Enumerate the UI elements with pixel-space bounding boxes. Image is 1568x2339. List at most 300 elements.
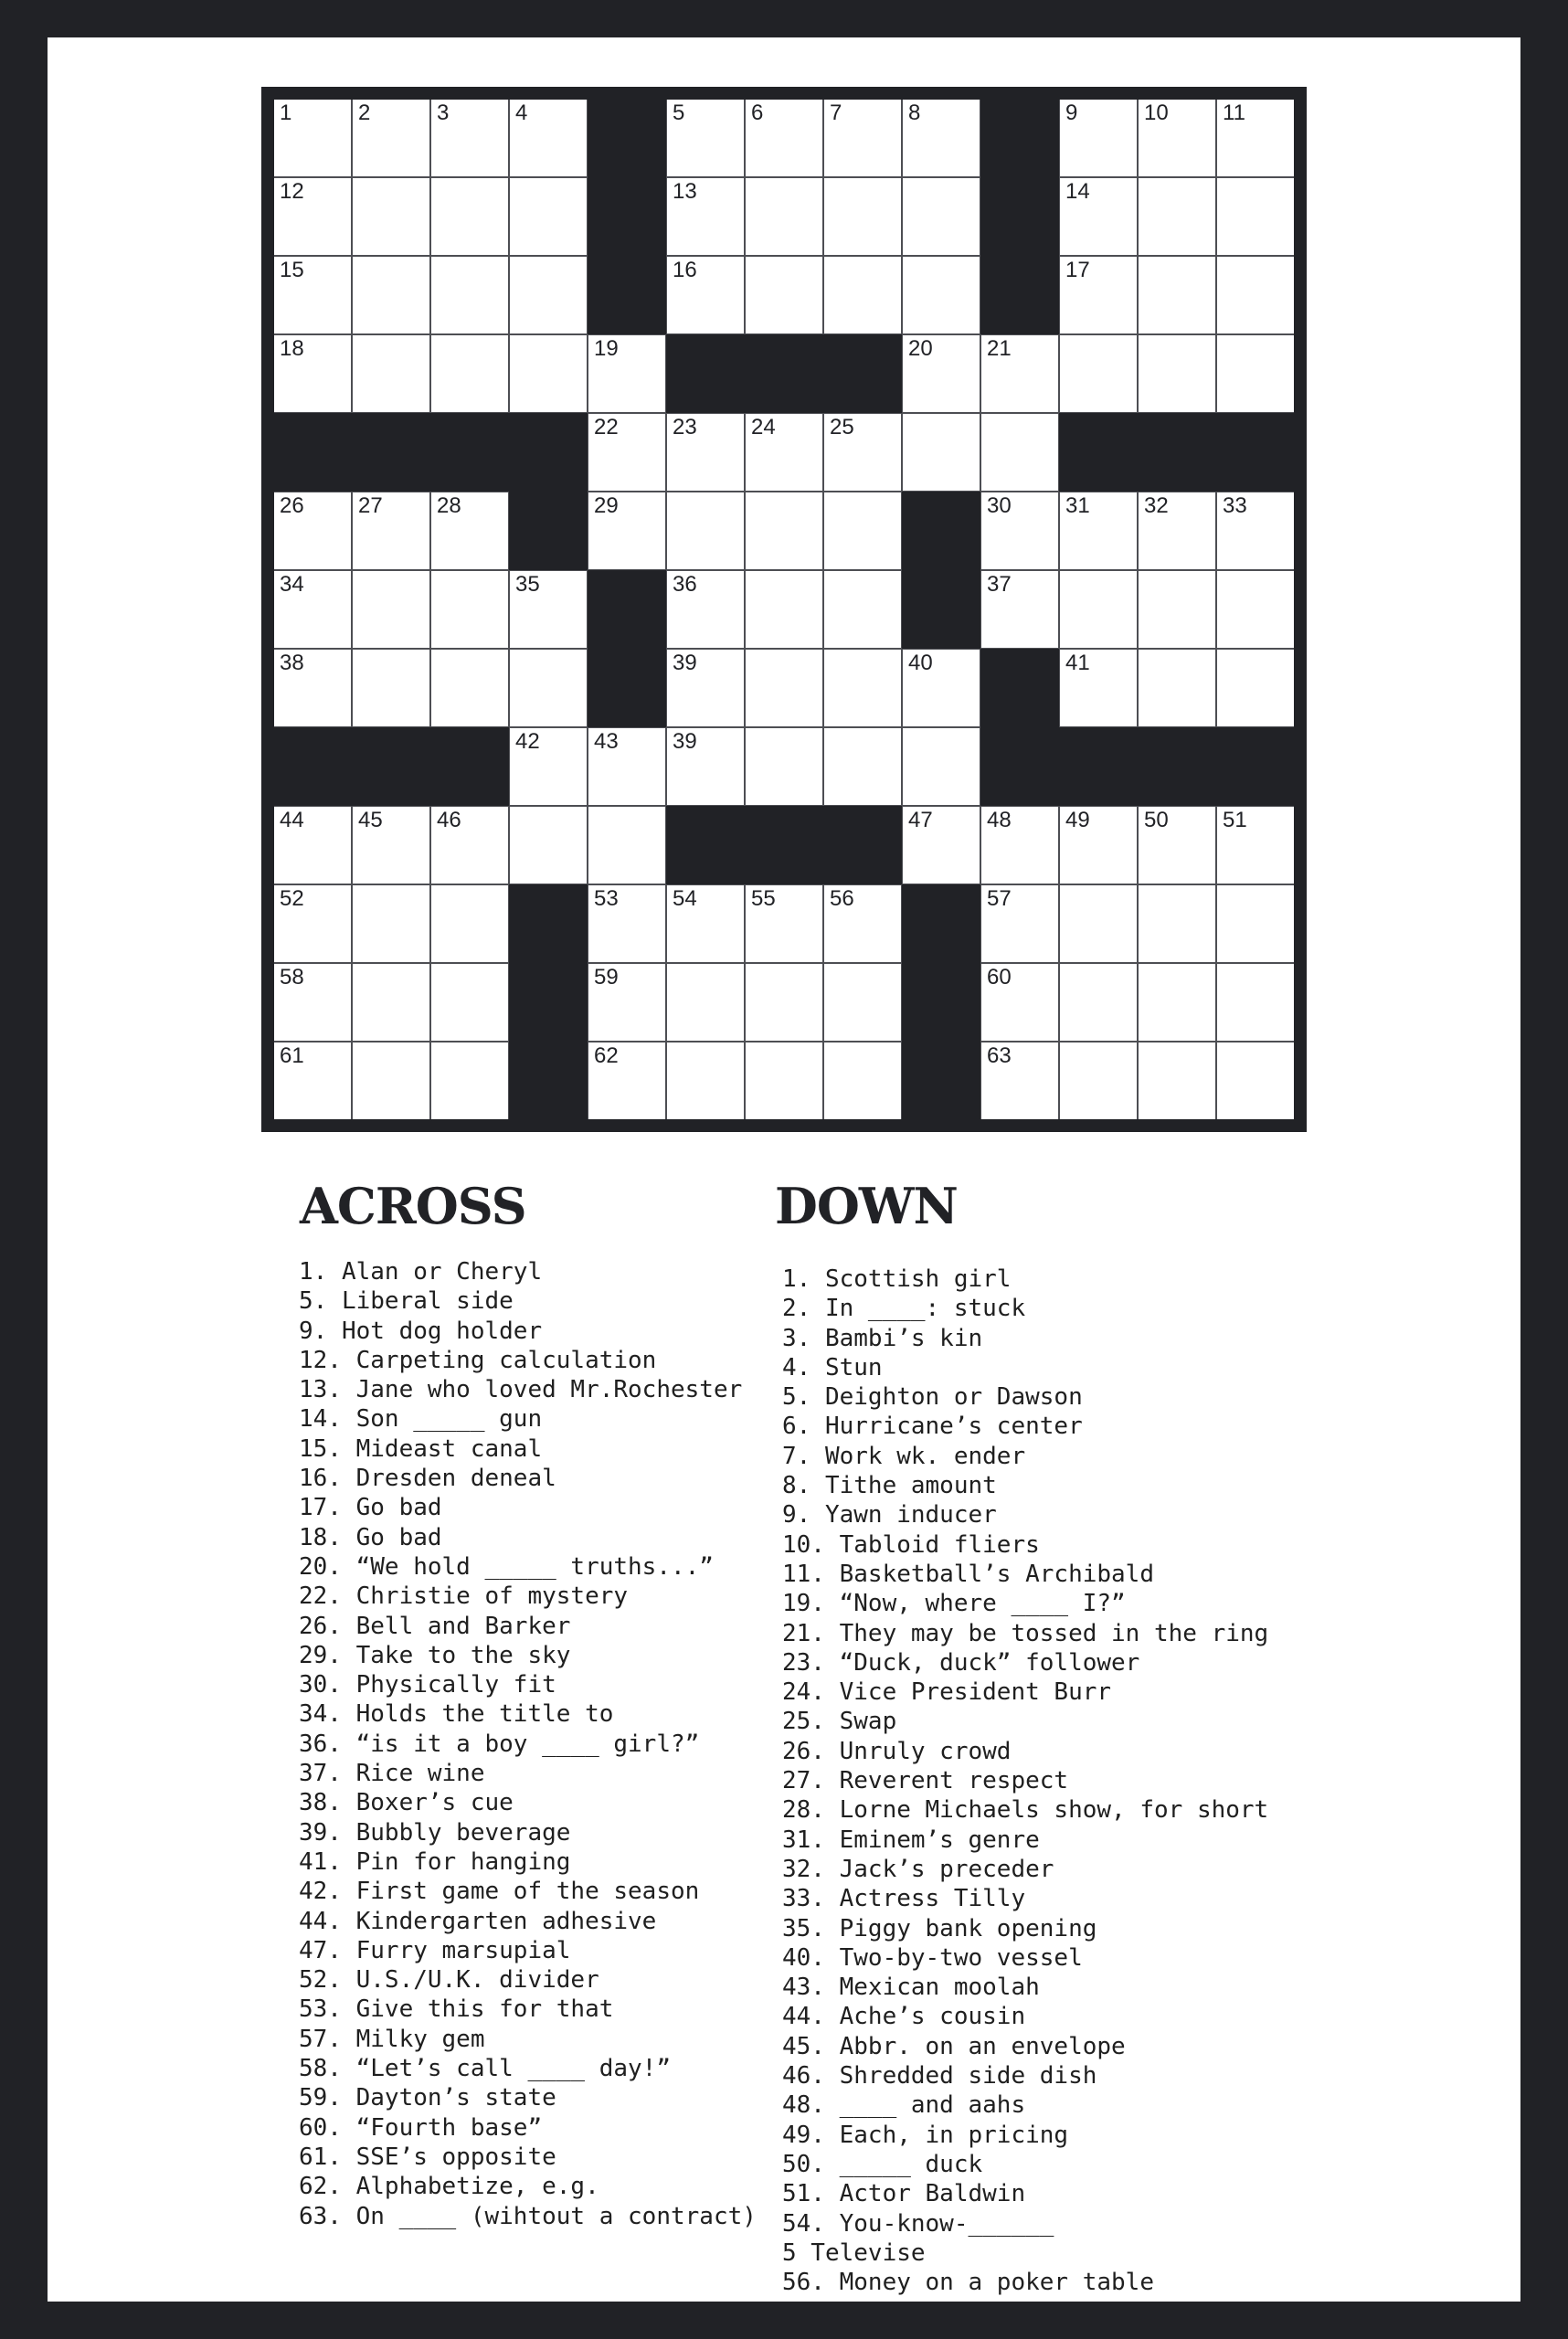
grid-cell-white[interactable]	[1217, 1042, 1294, 1119]
grid-cell-white[interactable]	[1217, 650, 1294, 726]
cell-number: 58	[280, 965, 304, 990]
grid-cell-white[interactable]	[274, 964, 351, 1041]
crossword-grid	[261, 87, 1307, 1132]
grid-cell-white[interactable]	[667, 1042, 744, 1119]
down-clue: 43. Mexican moolah	[782, 1974, 1040, 2002]
grid-cell-white[interactable]	[824, 571, 901, 648]
grid-cell-white[interactable]	[353, 650, 429, 726]
grid-cell-white[interactable]	[824, 1042, 901, 1119]
grid-cell-white[interactable]	[746, 885, 822, 962]
down-clue: 31. Eminem’s genre	[782, 1826, 1040, 1854]
cell-number: 23	[673, 415, 697, 439]
down-clue: 11. Basketball’s Archibald	[782, 1560, 1154, 1588]
grid-cell-black	[431, 414, 508, 491]
cell-number: 54	[673, 886, 697, 911]
cell-number: 9	[1065, 101, 1078, 125]
grid-cell-white[interactable]	[353, 571, 429, 648]
down-clue: 9. Yawn inducer	[782, 1501, 997, 1529]
grid-cell-black	[1060, 728, 1137, 805]
grid-cell-black	[588, 571, 665, 648]
cell-number: 55	[751, 886, 776, 911]
cell-number: 15	[280, 258, 304, 282]
grid-cell-black	[431, 728, 508, 805]
grid-cell-white[interactable]	[1217, 100, 1294, 176]
cell-number: 2	[358, 101, 371, 125]
grid-cell-white[interactable]	[903, 178, 980, 255]
grid-cell-white[interactable]	[274, 335, 351, 412]
grid-cell-white[interactable]	[353, 178, 429, 255]
grid-cell-black	[667, 807, 744, 884]
grid-cell-white[interactable]	[431, 100, 508, 176]
down-clue: 45. Abbr. on an envelope	[782, 2032, 1126, 2060]
cell-number: 42	[515, 729, 540, 754]
across-clue: 62. Alphabetize, e.g.	[299, 2173, 599, 2201]
grid-cell-white[interactable]	[274, 571, 351, 648]
down-clue: 35. Piggy bank opening	[782, 1914, 1097, 1942]
grid-cell-black	[510, 1042, 587, 1119]
grid-cell-white[interactable]	[1217, 178, 1294, 255]
grid-cell-black	[981, 178, 1058, 255]
down-clue: 54. You-know-______	[782, 2209, 1054, 2238]
grid-cell-black	[1217, 728, 1294, 805]
grid-cell-white[interactable]	[824, 414, 901, 491]
across-heading: ACROSS	[300, 1177, 526, 1235]
grid-cell-white[interactable]	[667, 650, 744, 726]
cell-number: 39	[673, 651, 697, 675]
cell-number: 51	[1223, 808, 1247, 832]
across-clue: 44. Kindergarten adhesive	[299, 1907, 657, 1935]
down-clue: 46. Shredded side dish	[782, 2062, 1097, 2090]
grid-cell-black	[588, 257, 665, 333]
grid-cell-white[interactable]	[824, 100, 901, 176]
grid-cell-black	[824, 335, 901, 412]
cell-number: 7	[830, 101, 842, 125]
grid-cell-white[interactable]	[824, 257, 901, 333]
down-clue: 21. They may be tossed in the ring	[782, 1619, 1269, 1647]
grid-cell-white[interactable]	[903, 257, 980, 333]
cell-number: 6	[751, 101, 764, 125]
grid-cell-white[interactable]	[1139, 492, 1215, 569]
across-clue: 41. Pin for hanging	[299, 1847, 571, 1876]
grid-cell-white[interactable]	[746, 178, 822, 255]
down-clue: 4. Stun	[782, 1353, 883, 1381]
cell-number: 34	[280, 572, 304, 597]
across-clue: 47. Furry marsupial	[299, 1936, 571, 1964]
across-clue: 42. First game of the season	[299, 1878, 700, 1906]
grid-cell-white[interactable]	[746, 650, 822, 726]
across-clue: 36. “is it a boy ____ girl?”	[299, 1730, 700, 1758]
grid-cell-white[interactable]	[1217, 571, 1294, 648]
grid-cell-white[interactable]	[1139, 964, 1215, 1041]
grid-cell-white[interactable]	[746, 257, 822, 333]
grid-cell-white[interactable]	[588, 414, 665, 491]
across-clue: 22. Christie of mystery	[299, 1582, 629, 1611]
grid-cell-white[interactable]	[824, 728, 901, 805]
down-clue: 49. Each, in pricing	[782, 2121, 1069, 2149]
grid-cell-white[interactable]	[1060, 807, 1137, 884]
grid-cell-white[interactable]	[1217, 807, 1294, 884]
down-clue: 50. _____ duck	[782, 2150, 983, 2178]
grid-cell-white[interactable]	[1139, 807, 1215, 884]
down-clue: 5. Deighton or Dawson	[782, 1383, 1083, 1412]
grid-cell-white[interactable]	[431, 335, 508, 412]
grid-cell-white[interactable]	[667, 257, 744, 333]
cell-number: 32	[1144, 493, 1169, 518]
grid-cell-white[interactable]	[981, 807, 1058, 884]
grid-cell-white[interactable]	[903, 728, 980, 805]
across-clue: 38. Boxer’s cue	[299, 1789, 514, 1817]
grid-cell-white[interactable]	[1139, 571, 1215, 648]
grid-cell-white[interactable]	[746, 571, 822, 648]
grid-cell-white[interactable]	[588, 885, 665, 962]
cell-number: 20	[908, 336, 933, 361]
grid-cell-white[interactable]	[1139, 100, 1215, 176]
cell-number: 63	[987, 1043, 1012, 1068]
grid-cell-white[interactable]	[510, 571, 587, 648]
grid-cell-white[interactable]	[667, 964, 744, 1041]
grid-cell-white[interactable]	[431, 1042, 508, 1119]
grid-cell-white[interactable]	[1060, 650, 1137, 726]
across-clue: 26. Bell and Barker	[299, 1612, 571, 1640]
grid-cell-white[interactable]	[1060, 335, 1137, 412]
across-clue: 60. “Fourth base”	[299, 2113, 543, 2142]
across-clue: 20. “We hold _____ truths...”	[299, 1552, 714, 1581]
grid-cell-black	[510, 964, 587, 1041]
down-heading: DOWN	[775, 1177, 958, 1235]
across-clue: 1. Alan or Cheryl	[299, 1258, 543, 1286]
grid-cell-white[interactable]	[353, 100, 429, 176]
down-clue: 56. Money on a poker table	[782, 2269, 1154, 2297]
cell-number: 59	[594, 965, 619, 990]
across-clue: 30. Physically fit	[299, 1671, 556, 1699]
grid-cell-white[interactable]	[353, 257, 429, 333]
across-clue: 37. Rice wine	[299, 1760, 485, 1788]
grid-cell-black	[1139, 728, 1215, 805]
grid-cell-white[interactable]	[274, 178, 351, 255]
grid-cell-white[interactable]	[667, 100, 744, 176]
grid-cell-white[interactable]	[1060, 964, 1137, 1041]
grid-cell-black	[981, 728, 1058, 805]
down-clue: 32. Jack’s preceder	[782, 1855, 1054, 1883]
cell-number: 8	[908, 101, 921, 125]
down-clue: 24. Vice President Burr	[782, 1678, 1112, 1707]
down-clue: 10. Tabloid fliers	[782, 1530, 1040, 1559]
grid-cell-white[interactable]	[1139, 1042, 1215, 1119]
grid-cell-white[interactable]	[274, 885, 351, 962]
down-clue: 2. In ____: stuck	[782, 1295, 1026, 1323]
across-clue: 5. Liberal side	[299, 1287, 514, 1316]
grid-cell-black	[981, 257, 1058, 333]
grid-cell-white[interactable]	[274, 100, 351, 176]
grid-cell-black	[274, 728, 351, 805]
grid-cell-white[interactable]	[588, 728, 665, 805]
cell-number: 16	[673, 258, 697, 282]
cell-number: 41	[1065, 651, 1090, 675]
cell-number: 22	[594, 415, 619, 439]
cell-number: 19	[594, 336, 619, 361]
down-clue: 6. Hurricane’s center	[782, 1413, 1083, 1441]
grid-cell-black	[903, 885, 980, 962]
grid-cell-white[interactable]	[588, 807, 665, 884]
grid-cell-white[interactable]	[510, 257, 587, 333]
cell-number: 26	[280, 493, 304, 518]
down-clue: 51. Actor Baldwin	[782, 2180, 1026, 2208]
down-clue: 7. Work wk. ender	[782, 1442, 1026, 1470]
cell-number: 48	[987, 808, 1012, 832]
grid-cell-white[interactable]	[588, 335, 665, 412]
grid-cell-white[interactable]	[903, 807, 980, 884]
cell-number: 39	[673, 729, 697, 754]
grid-cell-white[interactable]	[510, 178, 587, 255]
down-clue: 23. “Duck, duck” follower	[782, 1648, 1140, 1677]
grid-cell-white[interactable]	[981, 571, 1058, 648]
down-clue: 8. Tithe amount	[782, 1472, 997, 1500]
grid-cell-white[interactable]	[1060, 885, 1137, 962]
across-clue-list	[299, 1257, 757, 2231]
cell-number: 56	[830, 886, 854, 911]
down-clue: 40. Two-by-two vessel	[782, 1943, 1083, 1972]
across-clue: 16. Dresden deneal	[299, 1465, 556, 1493]
grid-cell-white[interactable]	[274, 807, 351, 884]
grid-cell-white[interactable]	[746, 728, 822, 805]
cell-number: 1	[280, 101, 292, 125]
grid-cell-black	[981, 100, 1058, 176]
grid-cell-white[interactable]	[667, 728, 744, 805]
grid-cell-white[interactable]	[431, 178, 508, 255]
across-clue: 15. Mideast canal	[299, 1434, 543, 1463]
grid-cell-black	[588, 178, 665, 255]
grid-cell-white[interactable]	[746, 492, 822, 569]
grid-cell-white[interactable]	[1060, 257, 1137, 333]
cell-number: 44	[280, 808, 304, 832]
grid-cell-white[interactable]	[431, 650, 508, 726]
grid-cell-white[interactable]	[981, 492, 1058, 569]
grid-cell-white[interactable]	[667, 178, 744, 255]
cell-number: 17	[1065, 258, 1090, 282]
across-clue: 57. Milky gem	[299, 2025, 485, 2053]
cell-number: 43	[594, 729, 619, 754]
grid-cell-black	[510, 885, 587, 962]
grid-cell-black	[903, 1042, 980, 1119]
grid-cell-white[interactable]	[1217, 964, 1294, 1041]
down-clue: 25. Swap	[782, 1708, 897, 1736]
grid-cell-white[interactable]	[1217, 492, 1294, 569]
across-clue: 12. Carpeting calculation	[299, 1346, 657, 1374]
grid-cell-white[interactable]	[824, 885, 901, 962]
grid-cell-white[interactable]	[667, 414, 744, 491]
grid-cell-white[interactable]	[903, 335, 980, 412]
across-clue: 58. “Let’s call ____ day!”	[299, 2055, 671, 2083]
grid-cell-black	[274, 414, 351, 491]
grid-cell-white[interactable]	[981, 885, 1058, 962]
grid-cell-white[interactable]	[431, 964, 508, 1041]
across-clue: 14. Son _____ gun	[299, 1405, 543, 1434]
cell-number: 30	[987, 493, 1012, 518]
grid-cell-white[interactable]	[510, 650, 587, 726]
grid-cell-white[interactable]	[667, 571, 744, 648]
down-clue: 26. Unruly crowd	[782, 1737, 1012, 1765]
grid-cell-black	[981, 650, 1058, 726]
cell-number: 21	[987, 336, 1012, 361]
grid-cell-white[interactable]	[667, 885, 744, 962]
grid-cell-white[interactable]	[824, 178, 901, 255]
grid-cell-white[interactable]	[1217, 335, 1294, 412]
grid-cell-white[interactable]	[981, 1042, 1058, 1119]
across-clue: 13. Jane who loved Mr.Rochester	[299, 1376, 743, 1404]
cell-number: 62	[594, 1043, 619, 1068]
grid-cell-white[interactable]	[1139, 885, 1215, 962]
grid-cell-white[interactable]	[510, 100, 587, 176]
cell-number: 33	[1223, 493, 1247, 518]
grid-cell-white[interactable]	[274, 257, 351, 333]
grid-cell-white[interactable]	[274, 492, 351, 569]
cell-number: 31	[1065, 493, 1090, 518]
down-clue: 19. “Now, where ____ I?”	[782, 1590, 1126, 1618]
across-clue: 53. Give this for that	[299, 1995, 614, 2024]
grid-cell-black	[510, 492, 587, 569]
across-clue: 63. On ____ (wihtout a contract)	[299, 2202, 757, 2230]
grid-cell-black	[1217, 414, 1294, 491]
across-clue: 9. Hot dog holder	[299, 1317, 543, 1345]
cell-number: 46	[437, 808, 461, 832]
grid-cell-white[interactable]	[353, 807, 429, 884]
grid-cell-black	[588, 100, 665, 176]
grid-cell-white[interactable]	[1139, 257, 1215, 333]
cell-number: 45	[358, 808, 383, 832]
grid-cell-white[interactable]	[353, 1042, 429, 1119]
grid-cell-black	[588, 650, 665, 726]
cell-number: 40	[908, 651, 933, 675]
grid-cell-white[interactable]	[903, 650, 980, 726]
grid-cell-white[interactable]	[1060, 100, 1137, 176]
grid-cell-black	[510, 414, 587, 491]
across-clue: 17. Go bad	[299, 1494, 442, 1522]
cell-number: 27	[358, 493, 383, 518]
grid-cell-white[interactable]	[824, 650, 901, 726]
across-clue: 59. Dayton’s state	[299, 2084, 556, 2112]
cell-number: 25	[830, 415, 854, 439]
down-clue: 1. Scottish girl	[782, 1265, 1012, 1293]
grid-cell-white[interactable]	[588, 492, 665, 569]
cell-number: 61	[280, 1043, 304, 1068]
down-clue: 33. Actress Tilly	[782, 1885, 1026, 1913]
grid-cell-black	[1060, 414, 1137, 491]
grid-cell-white[interactable]	[588, 1042, 665, 1119]
grid-cell-black	[903, 964, 980, 1041]
cell-number: 4	[515, 101, 528, 125]
grid-cell-white[interactable]	[274, 650, 351, 726]
grid-cell-white[interactable]	[431, 807, 508, 884]
grid-cell-white[interactable]	[1139, 335, 1215, 412]
cell-number: 3	[437, 101, 450, 125]
grid-cell-white[interactable]	[746, 964, 822, 1041]
grid-cell-white[interactable]	[353, 492, 429, 569]
grid-cell-white[interactable]	[431, 492, 508, 569]
grid-cell-white[interactable]	[431, 885, 508, 962]
grid-cell-black	[903, 571, 980, 648]
cell-number: 57	[987, 886, 1012, 911]
down-clue: 3. Bambi’s kin	[782, 1324, 983, 1352]
grid-cell-black	[746, 807, 822, 884]
grid-cell-white[interactable]	[746, 414, 822, 491]
cell-number: 50	[1144, 808, 1169, 832]
grid-cell-white[interactable]	[1060, 1042, 1137, 1119]
down-clue-list	[782, 1265, 1268, 2297]
cell-number: 29	[594, 493, 619, 518]
grid-cell-white[interactable]	[1217, 885, 1294, 962]
across-clue: 34. Holds the title to	[299, 1700, 614, 1729]
grid-cell-white[interactable]	[1060, 178, 1137, 255]
grid-cell-white[interactable]	[1139, 178, 1215, 255]
grid-cell-white[interactable]	[824, 492, 901, 569]
cell-number: 53	[594, 886, 619, 911]
grid-cell-white[interactable]	[746, 1042, 822, 1119]
grid-cell-white[interactable]	[981, 964, 1058, 1041]
cell-number: 52	[280, 886, 304, 911]
grid-cell-black	[353, 414, 429, 491]
grid-cell-white[interactable]	[353, 335, 429, 412]
grid-cell-white[interactable]	[981, 414, 1058, 491]
grid-cell-black	[667, 335, 744, 412]
grid-cell-white[interactable]	[903, 100, 980, 176]
grid-cell-white[interactable]	[510, 807, 587, 884]
grid-cell-white[interactable]	[274, 1042, 351, 1119]
grid-cell-white[interactable]	[510, 728, 587, 805]
cell-number: 38	[280, 651, 304, 675]
cell-number: 24	[751, 415, 776, 439]
across-clue: 39. Bubbly beverage	[299, 1818, 571, 1847]
grid-cell-white[interactable]	[431, 257, 508, 333]
grid-cell-white[interactable]	[1217, 257, 1294, 333]
cell-number: 18	[280, 336, 304, 361]
grid-cell-white[interactable]	[1139, 650, 1215, 726]
cell-number: 60	[987, 965, 1012, 990]
cell-number: 11	[1223, 101, 1245, 125]
grid-cell-black	[903, 492, 980, 569]
cell-number: 13	[673, 179, 697, 204]
down-clue: 48. ____ and aahs	[782, 2091, 1026, 2120]
grid-cell-white[interactable]	[353, 964, 429, 1041]
grid-cell-white[interactable]	[510, 335, 587, 412]
grid-cell-white[interactable]	[746, 100, 822, 176]
grid-cell-white[interactable]	[353, 885, 429, 962]
grid-cell-white[interactable]	[824, 964, 901, 1041]
down-clue: 28. Lorne Michaels show, for short	[782, 1796, 1269, 1825]
grid-cell-black	[746, 335, 822, 412]
down-clue: 27. Reverent respect	[782, 1767, 1069, 1795]
down-clue: 44. Ache’s cousin	[782, 2003, 1026, 2031]
cell-number: 35	[515, 572, 540, 597]
down-clue: 5 Televise	[782, 2238, 926, 2267]
grid-cell-white[interactable]	[667, 492, 744, 569]
grid-cell-white[interactable]	[588, 964, 665, 1041]
across-clue: 18. Go bad	[299, 1523, 442, 1551]
cell-number: 36	[673, 572, 697, 597]
grid-cell-black	[353, 728, 429, 805]
cell-number: 10	[1144, 101, 1169, 125]
cell-number: 12	[280, 179, 304, 204]
grid-cell-white[interactable]	[903, 414, 980, 491]
cell-number: 28	[437, 493, 461, 518]
cell-number: 14	[1065, 179, 1090, 204]
across-clue: 61. SSE’s opposite	[299, 2143, 556, 2171]
cell-number: 5	[673, 101, 685, 125]
grid-cell-white[interactable]	[981, 335, 1058, 412]
grid-cell-white[interactable]	[1060, 571, 1137, 648]
across-clue: 29. Take to the sky	[299, 1641, 571, 1669]
grid-cell-white[interactable]	[1060, 492, 1137, 569]
grid-cell-white[interactable]	[431, 571, 508, 648]
